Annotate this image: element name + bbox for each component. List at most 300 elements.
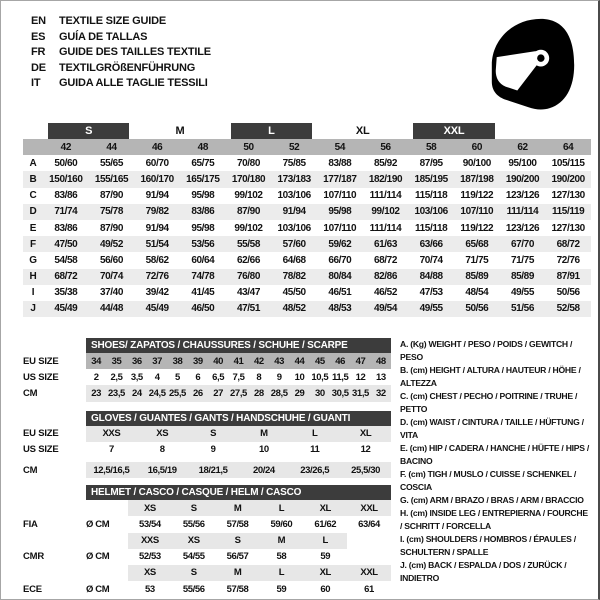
measurement-row [23,155,591,171]
measurement-value: 87/91 [556,271,580,283]
standard-label: ECE [23,583,42,595]
size-value: M [260,428,268,440]
size-row [23,462,391,478]
measurement-row [23,188,591,204]
diameter-label [86,565,128,581]
size-value: S [172,500,216,516]
guide-title: GUIDE DES TAILLES TEXTILE [59,46,211,59]
standard-label: CMR [23,551,45,563]
measurement-value: 65/75 [191,157,215,169]
measurement-value: 83/86 [54,222,78,234]
size-value: 2,5 [110,371,123,383]
size-value: 46 [335,355,346,367]
row-label: EU SIZE [23,428,59,440]
size-value: 29 [294,387,305,399]
measurement-value: 45/49 [54,303,78,315]
size-group-label: XXL [413,123,494,139]
guide-title: GUÍA DE TALLAS [59,30,148,43]
row-values [86,500,391,516]
size-group-label: XL [355,124,370,137]
language-title-block [31,14,211,92]
row-label: EU SIZE [23,355,59,367]
measurement-letter: E [29,222,37,234]
size-value: 28,5 [270,387,288,399]
size-value: 7 [108,444,114,456]
size-number: 58 [426,141,437,153]
measurement-value: 155/165 [94,173,129,185]
measurement-row [23,171,591,187]
measurement-letter: A [29,157,37,169]
size-value: 24 [131,387,142,399]
size-value: 10 [294,371,305,383]
size-number: 48 [197,141,208,153]
row-values [86,516,391,532]
row-values [86,533,391,549]
measurement-value: 165/175 [186,173,220,185]
size-value: L [259,500,303,516]
size-group-label: S [48,123,129,139]
helmet-size-table [23,485,391,597]
accessory-tables [23,338,391,597]
language-code: EN [31,15,46,27]
measurement-value: 72/76 [145,271,169,283]
row-values [86,442,391,458]
measurement-value: 95/98 [191,222,215,234]
size-number: 44 [106,141,117,153]
legend-item: E. (cm) HIP / CADERA / HANCHE / HÜFTE / HIPS / BACINO [400,443,590,466]
size-value: 13 [375,371,386,383]
size-value: 4 [154,371,160,383]
size-row [23,385,391,401]
row-values [86,369,391,385]
language-code: DE [31,61,46,74]
size-value: 28 [253,387,264,399]
size-value: 26 [192,387,203,399]
size-value: XL [359,428,372,440]
size-value: 10,5 [311,371,329,383]
size-group-label [500,123,546,139]
size-value: 53 [145,583,155,595]
size-value: 23/26,5 [300,464,330,476]
size-value: 41 [233,355,244,367]
size-value: 11,5 [331,371,349,383]
size-value: 2 [93,371,99,383]
measurement-value: 71/75 [465,254,489,266]
measurement-value: 59/62 [328,238,352,250]
measurement-row [23,285,591,301]
size-value: 57/58 [226,583,249,595]
measurement-value: 49/52 [99,238,123,250]
size-value: 47 [355,355,366,367]
legend-item: C. (cm) CHEST / PECHO / POITRINE / TRUHE / PETTO [400,391,578,414]
size-group-label: M [175,124,185,137]
size-value: S [216,533,260,549]
measurement-value: 45/50 [282,287,306,299]
measurement-value: 46/50 [191,303,215,315]
size-row [23,353,391,369]
measurement-value: 48/54 [465,287,489,299]
size-value: 23 [91,387,102,399]
row-values [86,426,391,442]
measurement-value: 46/51 [328,287,352,299]
measurement-value: 160/170 [140,173,174,185]
measurement-row [23,220,591,236]
size-value: 30 [314,387,325,399]
size-value: 25,5 [169,387,186,399]
measurement-value: 60/64 [191,254,215,266]
helmet-row [23,581,391,597]
size-value: 53/54 [139,518,161,530]
measurement-value: 182/190 [368,173,403,185]
measurement-value: 47/50 [54,238,78,250]
legend-item: B. (cm) HEIGHT / ALTURA / HAUTEUR / HÖHE / ALTEZZA [400,365,581,388]
measurement-value: 127/130 [551,190,585,202]
language-row [31,61,211,77]
legend-item: G. (cm) ARM / BRAZO / BRAS / ARM / BRACCIO [400,495,584,505]
size-value: 54/55 [182,551,205,563]
size-value: XL [303,565,347,581]
row-label: US SIZE [23,444,59,456]
measurement-value: 68/72 [373,254,397,266]
measurement-value: 55/58 [236,238,260,250]
measurement-value: 48/52 [282,303,306,315]
diameter-label [86,500,128,516]
measurement-value: 127/130 [551,222,585,234]
measurement-value: 70/80 [236,157,260,169]
size-value: M [216,500,260,516]
helmet-row [23,500,391,516]
measurement-value: 85/89 [510,271,534,283]
measurement-value: 65/68 [465,238,489,250]
row-values [86,462,391,478]
size-value: 61/62 [314,518,337,530]
measurement-value: 47/53 [419,287,443,299]
size-value: 24,5 [148,387,166,399]
measurement-row [23,252,591,268]
measurement-value: 43/47 [236,287,260,299]
legend-item: D. (cm) WAIST / CINTURA / TAILLE / HÜFTUNG / VITA [400,417,584,440]
measurement-value: 39/42 [145,287,169,299]
measurement-value: 87/90 [99,190,123,202]
measurement-value: 52/58 [556,303,580,315]
measurement-value: 71/74 [54,206,78,218]
measurement-value: 190/200 [551,173,585,185]
measurement-value: 103/106 [414,206,448,218]
measurement-value: 80/84 [328,271,352,283]
measurement-letter: B [29,173,37,185]
measurement-value: 87/90 [99,222,123,234]
size-value [347,549,391,565]
measurement-value: 82/86 [373,271,397,283]
row-label: CM [23,464,38,476]
measurement-value: 115/119 [552,206,585,218]
measurement-value: 71/75 [510,254,534,266]
helmet-row [23,549,391,565]
size-value: 8 [159,444,165,456]
size-group-label [23,123,43,139]
size-value: L [259,565,303,581]
shoes-size-table [23,338,391,402]
size-value: XS [172,533,216,549]
measurement-value: 115/118 [415,190,448,202]
measurement-value: 95/98 [191,190,215,202]
measurement-value: 58/62 [145,254,169,266]
helmet-row [23,516,391,532]
size-value: XXL [347,565,391,581]
measurement-value: 53/56 [191,238,215,250]
size-value: 18/21,5 [198,464,228,476]
measurement-value: 79/82 [145,206,169,218]
measurement-value: 48/53 [328,303,352,315]
size-value: 11 [310,444,320,456]
size-value: XXS [128,533,172,549]
size-value: 12 [360,444,371,456]
size-number: 54 [334,141,345,153]
row-values [86,353,391,369]
size-value: 10 [259,444,269,456]
table-title: HELMET / CASCO / CASQUE / HELM / CASCO [86,485,391,500]
measurement-value: 83/86 [54,190,78,202]
measurement-letter: F [30,238,36,250]
size-number: 62 [517,141,528,153]
size-value: 27 [213,387,224,399]
measurement-value: 50/60 [54,157,78,169]
size-value: XXL [347,500,391,516]
measurement-value: 187/198 [460,173,494,185]
measurement-value: 75/85 [282,157,306,169]
measurement-value: 173/183 [277,173,311,185]
size-value: 8 [256,371,262,383]
row-values [86,549,391,565]
table-title: GLOVES / GUANTES / GANTS / HANDSCHUHE / GUANTI [86,411,391,426]
garment-size-table [23,122,591,317]
gloves-size-table [23,411,391,479]
measurement-value: 61/63 [373,238,397,250]
size-value: 9 [276,371,282,383]
guide-title: GUIDA ALLE TAGLIE TESSILI [59,77,208,90]
measurement-value: 78/82 [282,271,306,283]
size-value: 61 [364,583,374,595]
size-value: 31,5 [352,387,369,399]
measurement-letter: J [30,303,36,315]
size-value: 6 [195,371,201,383]
measurement-value: 119/122 [460,222,494,234]
size-number: 56 [380,141,391,153]
size-value [347,533,391,549]
size-value: 34 [91,355,102,367]
measurement-value: 123/126 [505,222,540,234]
size-row [23,442,391,458]
measurement-value: 103/106 [277,190,311,202]
measurement-value: 103/106 [277,222,311,234]
measurement-value: 47/51 [236,303,260,315]
measurement-row [23,269,591,285]
size-number: 60 [471,141,482,153]
measurement-value: 51/54 [145,238,169,250]
size-number: 64 [563,141,574,153]
size-value: 7,5 [232,371,245,383]
size-value: 12,5/16,5 [93,464,130,476]
measurement-value: 95/100 [508,157,537,169]
measurement-row [23,301,591,317]
measurement-value: 83/86 [191,206,215,218]
size-value: 3,5 [130,371,143,383]
measurement-value: 87/95 [419,157,443,169]
size-value: XXS [102,428,121,440]
row-label: CM [23,387,38,399]
measurement-letter: G [29,254,37,266]
measurement-value: 185/195 [414,173,448,185]
measurement-value: 85/92 [373,157,397,169]
measurement-letter: D [29,206,37,218]
size-value: M [216,565,260,581]
diameter-label: Ø CM [86,518,110,530]
measurement-value: 37/40 [99,287,123,299]
size-row [23,369,391,385]
measurement-letter: I [31,287,35,299]
size-value: 5 [175,371,180,383]
legend-item: F. (cm) TIGH / MUSLO / CUISSE / SCHENKEL / COSCIA [400,469,577,492]
size-value: 36 [131,355,142,367]
size-value: XL [303,500,347,516]
row-values [86,581,391,597]
size-value: 12 [355,371,366,383]
size-value: 16,5/19 [147,464,177,476]
table-title: SHOES/ ZAPATOS / CHAUSSURES / SCHUHE / SCARPE [86,338,391,353]
size-value: 55/56 [182,518,205,530]
row-values [86,565,391,581]
measurement-value: 115/118 [415,222,448,234]
measurement-value: 64/68 [282,254,306,266]
measurement-value: 49/55 [510,287,534,299]
size-value: L [303,533,347,549]
measurement-value: 90/100 [462,157,491,169]
row-label: US SIZE [23,371,59,383]
measurement-value: 55/65 [99,157,123,169]
measurement-value: 49/55 [419,303,443,315]
measurement-value: 44/48 [99,303,123,315]
measurement-value: 57/60 [282,238,306,250]
size-number: 46 [152,141,163,153]
size-number: 52 [289,141,300,153]
size-value: 55/56 [182,583,205,595]
standard-label [23,565,86,581]
size-value: 30,5 [331,387,349,399]
size-value: 25,5/30 [351,464,381,476]
language-row [31,14,211,30]
size-value: 58 [276,551,287,563]
measurement-value: 49/54 [373,303,397,315]
measurement-value: 68/72 [556,238,580,250]
size-row [23,426,391,442]
size-number: 42 [60,141,71,153]
diameter-label: Ø CM [86,583,110,595]
size-number-row [23,139,591,155]
measurement-letter: H [29,271,37,283]
size-value: 44 [294,355,305,367]
size-value: 23,5 [108,387,125,399]
measurement-value: 56/60 [99,254,123,266]
size-value: 57/58 [226,518,249,530]
size-value: 6,5 [212,371,225,383]
legend-item: A. (Kg) WEIGHT / PESO / POIDS / GEWITCH / PESO [400,339,573,362]
size-value: 40 [213,355,224,367]
measurement-value: 91/94 [145,222,169,234]
legend-item: H. (cm) INSIDE LEG / ENTREPIERNA / FOURCHE / SCHRITT / FORCELLA [400,508,588,531]
measurement-value: 99/102 [234,190,263,202]
size-value: 35 [111,355,122,367]
measurement-value: 123/126 [505,190,540,202]
measurement-value: 60/70 [145,157,169,169]
measurement-value: 51/56 [510,303,534,315]
measurement-legend [400,338,592,585]
measurement-value: 67/70 [510,238,534,250]
measurement-value: 150/160 [49,173,83,185]
measurement-value: 91/94 [145,190,169,202]
size-value: 56/57 [226,551,249,563]
measurement-row [23,204,591,220]
language-row [31,30,211,46]
guide-title: TEXTILGRÖßENFÜHRUNG [59,61,196,74]
size-value: 9 [210,444,216,456]
language-code: IT [31,77,41,90]
size-value: 48 [375,355,386,367]
measurement-value: 84/88 [419,271,443,283]
standard-label: FIA [23,518,38,530]
measurement-value: 70/74 [419,254,443,266]
size-value: 37 [152,355,163,367]
size-value: 38 [172,355,183,367]
measurement-value: 111/114 [369,190,402,202]
measurement-value: 76/80 [236,271,260,283]
size-value: XS [128,565,172,581]
measurement-value: 85/89 [465,271,489,283]
measurement-value: 46/52 [373,287,397,299]
size-group-row [23,122,591,139]
measurement-value: 107/110 [323,222,357,234]
size-value: 59 [276,583,287,595]
size-value: 59/60 [270,518,293,530]
standard-label [23,500,86,516]
size-value: 59 [320,551,331,563]
measurement-value: 66/70 [328,254,352,266]
measurement-value: 99/102 [234,222,263,234]
measurement-value: 68/72 [54,271,78,283]
helmet-row [23,533,391,549]
measurement-value: 83/88 [328,157,352,169]
measurement-value: 190/200 [505,173,540,185]
size-value: 39 [192,355,203,367]
measurement-value: 119/122 [460,190,494,202]
size-value: 32 [375,387,386,399]
measurement-value: 62/66 [236,254,260,266]
language-row [31,76,211,92]
size-value: 27,5 [230,387,247,399]
measurement-row [23,236,591,252]
size-group-label: L [231,123,312,139]
language-code: ES [31,30,46,43]
measurement-value: 170/180 [231,173,266,185]
size-number: 50 [243,141,254,153]
standard-label [23,533,86,549]
measurement-value: 74/78 [191,271,215,283]
legend-item: J. (cm) BACK / ESPALDA / DOS / ZURÜCK / INDIETRO [400,560,567,583]
measurement-value: 50/56 [465,303,489,315]
size-value: 52/53 [139,551,161,563]
measurement-value: 63/66 [419,238,443,250]
measurement-value: 111/114 [369,222,402,234]
measurement-value: 75/78 [99,206,123,218]
